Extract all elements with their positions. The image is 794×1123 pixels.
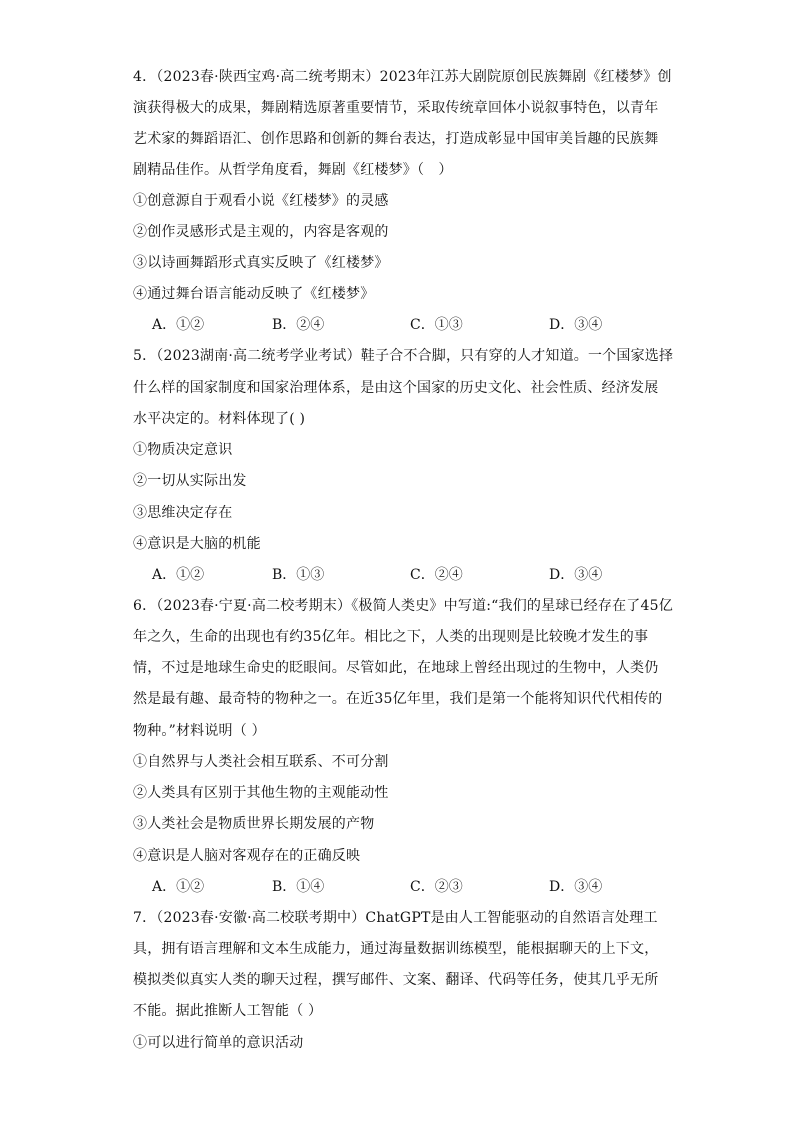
q6-stem-line-5: 物种。”材料说明（ ） bbox=[133, 723, 266, 739]
q5-item-1: ①物质决定意识 bbox=[133, 442, 233, 458]
q7-item-1: ①可以进行简单的意识活动 bbox=[133, 1035, 304, 1051]
q4-stem-line-1: 4．（2023春·陕西宝鸡·高二统考期末）2023年江苏大剧院原创民族舞剧《红楼梦》创 bbox=[133, 69, 672, 85]
q6-stem-line-3: 情，不过是地球生命史的眨眼间。尽管如此，在地球上曾经出现过的生物中，人类仍 bbox=[133, 660, 659, 676]
q5-stem-line-1: 5．（2023湖南·高二统考学业考试）鞋子合不合脚，只有穿的人才知道。一个国家选择 bbox=[133, 348, 674, 364]
q6-stem-line-4: 然是最有趣、最奇特的物种之一。在近35亿年里，我们是第一个能将知识代代相传的 bbox=[133, 691, 663, 707]
q6-stem-line-2: 年之久，生命的出现也有约35亿年。相比之下，人类的出现则是比较晚才发生的事 bbox=[133, 629, 649, 645]
q5-option-b[interactable]: B．①③ bbox=[272, 567, 325, 583]
q4-option-a[interactable]: A．①② bbox=[152, 317, 205, 333]
q5-stem-line-3: 水平决定的。材料体现了( ) bbox=[133, 411, 306, 427]
q6-item-4: ④意识是人脑对客观存在的正确反映 bbox=[133, 848, 361, 864]
q5-stem-line-2: 什么样的国家制度和国家治理体系，是由这个国家的历史文化、社会性质、经济发展 bbox=[133, 380, 659, 396]
q4-stem-line-3: 艺术家的舞蹈语汇、创作思路和创新的舞台表达，打造成彰显中国审美旨趣的民族舞 bbox=[133, 131, 659, 147]
q5-option-c[interactable]: C．②④ bbox=[410, 567, 463, 583]
q6-item-3: ③人类社会是物质世界长期发展的产物 bbox=[133, 816, 375, 832]
q7-stem-line-2: 具，拥有语言理解和文本生成能力，通过海量数据训练模型，能根据聊天的上下文， bbox=[133, 941, 659, 957]
q6-option-d[interactable]: D．③④ bbox=[549, 879, 603, 895]
q4-item-2: ②创作灵感形式是主观的，内容是客观的 bbox=[133, 224, 389, 240]
q4-stem-line-4: 剧精品佳作。从哲学角度看，舞剧《红楼梦》（ ） bbox=[133, 162, 453, 178]
q4-option-d[interactable]: D．③④ bbox=[549, 317, 603, 333]
q7-stem-line-4: 不能。据此推断人工智能（ ） bbox=[133, 1003, 323, 1019]
q7-stem-line-1: 7．（2023春·安徽·高二校联考期中）ChatGPT是由人工智能驱动的自然语言处理工 bbox=[133, 910, 658, 926]
q6-option-c[interactable]: C．②③ bbox=[410, 879, 463, 895]
q4-item-1: ①创意源自于观看小说《红楼梦》的灵感 bbox=[133, 193, 389, 209]
q5-item-3: ③思维决定存在 bbox=[133, 505, 233, 521]
q7-stem-line-3: 模拟类似真实人类的聊天过程，撰写邮件、文案、翻译、代码等任务，使其几乎无所 bbox=[133, 972, 659, 988]
q6-stem-line-1: 6．（2023春·宁夏·高二校考期末）《极简人类史》中写道:“我们的星球已经存在了45亿 bbox=[133, 598, 673, 614]
q6-item-1: ①自然界与人类社会相互联系、不可分割 bbox=[133, 754, 389, 770]
q4-option-b[interactable]: B．②④ bbox=[272, 317, 325, 333]
q6-option-b[interactable]: B．①④ bbox=[272, 879, 325, 895]
q4-option-c[interactable]: C．①③ bbox=[410, 317, 463, 333]
q6-item-2: ②人类具有区别于其他生物的主观能动性 bbox=[133, 785, 389, 801]
q4-stem-line-2: 演获得极大的成果，舞剧精选原著重要情节，采取传统章回体小说叙事特色，以青年 bbox=[133, 100, 659, 116]
q4-item-3: ③以诗画舞蹈形式真实反映了《红楼梦》 bbox=[133, 255, 389, 271]
q5-item-2: ②一切从实际出发 bbox=[133, 473, 247, 489]
q5-option-d[interactable]: D．③④ bbox=[549, 567, 603, 583]
q6-option-a[interactable]: A．①② bbox=[152, 879, 205, 895]
q4-item-4: ④通过舞台语言能动反映了《红楼梦》 bbox=[133, 286, 375, 302]
q5-option-a[interactable]: A．①② bbox=[152, 567, 205, 583]
q5-item-4: ④意识是大脑的机能 bbox=[133, 536, 261, 552]
